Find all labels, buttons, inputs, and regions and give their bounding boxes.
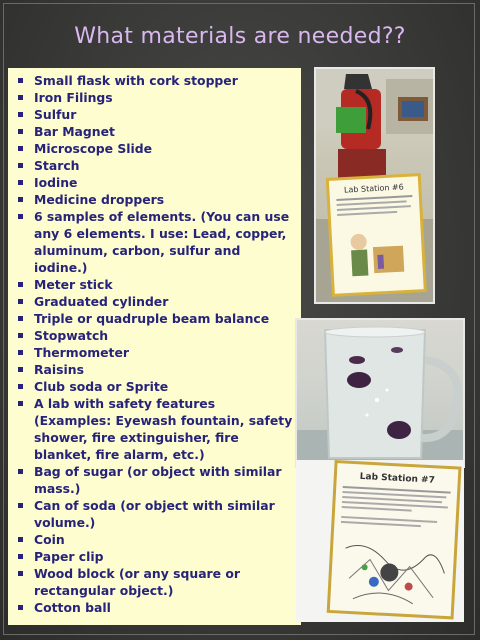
raisin-glass-image (297, 320, 463, 466)
list-item: Cotton ball (34, 599, 295, 616)
list-item: Iron Filings (34, 89, 295, 106)
page-title: What materials are needed?? (74, 24, 406, 49)
fire-extinguisher-image (316, 69, 433, 302)
list-item: Sulfur (34, 106, 295, 123)
lab-station-card-photo (296, 460, 464, 622)
materials-list (16, 72, 295, 616)
list-item: Coin (34, 531, 295, 548)
lab-station-card-image (296, 460, 464, 622)
list-item: Bar Magnet (34, 123, 295, 140)
materials-panel (8, 68, 301, 625)
list-item: Meter stick (34, 276, 295, 293)
list-item: Small flask with cork stopper (34, 72, 295, 89)
list-item: Iodine (34, 174, 295, 191)
list-item: Bag of sugar (or object with similar mass.) (34, 463, 295, 497)
list-item: Microscope Slide (34, 140, 295, 157)
list-item: Wood block (or any square or rectangular object.) (34, 565, 295, 599)
list-item: Starch (34, 157, 295, 174)
raisin-glass-photo (295, 318, 465, 468)
list-item: Thermometer (34, 344, 295, 361)
station7-label: Lab Station #7 (359, 471, 436, 486)
list-item: Raisins (34, 361, 295, 378)
list-item: Medicine droppers (34, 191, 295, 208)
list-item: Can of soda (or object with similar volume.) (34, 497, 295, 531)
list-item: Stopwatch (34, 327, 295, 344)
list-item: A lab with safety features (Examples: Eyewash fountain, safety shower, fire extinguisher, fire blanket, fire alarm, etc.) (34, 395, 295, 463)
list-item: 6 samples of elements. (You can use any 6 elements. I use: Lead, copper, aluminum, carbon, sulfur and iodine.) (34, 208, 295, 276)
list-item: Graduated cylinder (34, 293, 295, 310)
list-item: Club soda or Sprite (34, 378, 295, 395)
station6-label: Lab Station #6 (343, 182, 404, 195)
list-item: Paper clip (34, 548, 295, 565)
list-item: Triple or quadruple beam balance (34, 310, 295, 327)
fire-extinguisher-photo (314, 67, 435, 304)
